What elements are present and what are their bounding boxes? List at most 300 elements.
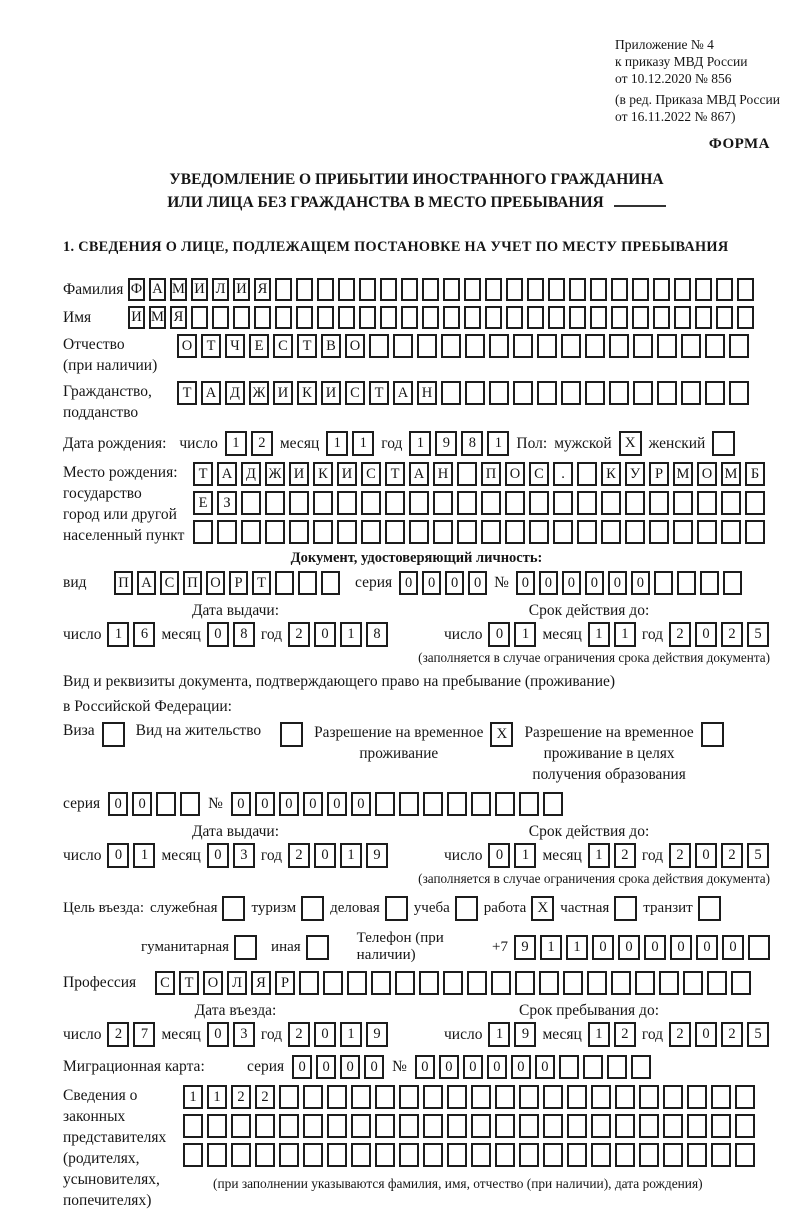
char-cell[interactable]: И bbox=[191, 278, 208, 301]
char-cell[interactable]: П bbox=[183, 571, 202, 595]
char-cell[interactable] bbox=[380, 278, 397, 301]
char-cell[interactable]: 1 bbox=[488, 1022, 510, 1047]
char-cell[interactable] bbox=[519, 792, 539, 816]
char-cell[interactable]: 0 bbox=[695, 843, 717, 868]
char-cell[interactable] bbox=[569, 278, 586, 301]
char-cell[interactable]: Т bbox=[297, 334, 317, 358]
char-cell[interactable]: А bbox=[393, 381, 413, 405]
char-cell[interactable]: И bbox=[321, 381, 341, 405]
char-cell[interactable]: А bbox=[217, 462, 237, 486]
char-cell[interactable]: 1 bbox=[540, 935, 562, 960]
char-cell[interactable]: 1 bbox=[340, 843, 362, 868]
char-cell[interactable] bbox=[299, 971, 319, 995]
char-cell[interactable] bbox=[401, 306, 418, 329]
char-cell[interactable] bbox=[609, 334, 629, 358]
char-cell[interactable] bbox=[433, 491, 453, 515]
char-cell[interactable] bbox=[296, 306, 313, 329]
char-cell[interactable] bbox=[729, 334, 749, 358]
char-cell[interactable]: 0 bbox=[108, 792, 128, 816]
purpose-official-checkbox[interactable] bbox=[222, 896, 245, 921]
char-cell[interactable] bbox=[495, 792, 515, 816]
char-cell[interactable] bbox=[419, 971, 439, 995]
char-cell[interactable]: С bbox=[160, 571, 179, 595]
char-cell[interactable]: 1 bbox=[588, 843, 610, 868]
char-cell[interactable] bbox=[721, 491, 741, 515]
char-cell[interactable]: Я bbox=[170, 306, 187, 329]
char-cell[interactable] bbox=[631, 1055, 651, 1079]
char-cell[interactable]: Н bbox=[433, 462, 453, 486]
char-cell[interactable] bbox=[657, 381, 677, 405]
char-cell[interactable]: Б bbox=[745, 462, 765, 486]
char-cell[interactable]: 2 bbox=[255, 1085, 275, 1109]
char-cell[interactable] bbox=[548, 278, 565, 301]
char-cell[interactable] bbox=[633, 334, 653, 358]
char-cell[interactable]: 2 bbox=[288, 622, 310, 647]
char-cell[interactable] bbox=[495, 1085, 515, 1109]
char-cell[interactable]: 0 bbox=[132, 792, 152, 816]
char-cell[interactable] bbox=[471, 792, 491, 816]
char-cell[interactable]: К bbox=[297, 381, 317, 405]
char-cell[interactable] bbox=[375, 792, 395, 816]
char-cell[interactable] bbox=[471, 1085, 491, 1109]
char-cell[interactable] bbox=[611, 971, 631, 995]
char-cell[interactable]: 2 bbox=[669, 843, 691, 868]
char-cell[interactable]: 2 bbox=[614, 843, 636, 868]
char-cell[interactable] bbox=[351, 1085, 371, 1109]
char-cell[interactable] bbox=[423, 792, 443, 816]
sex-male-checkbox[interactable]: X bbox=[619, 431, 642, 456]
char-cell[interactable] bbox=[735, 1085, 755, 1109]
char-cell[interactable]: З bbox=[217, 491, 237, 515]
char-cell[interactable] bbox=[729, 381, 749, 405]
char-cell[interactable]: 0 bbox=[592, 935, 614, 960]
char-cell[interactable] bbox=[447, 1114, 467, 1138]
char-cell[interactable]: П bbox=[114, 571, 133, 595]
char-cell[interactable]: 0 bbox=[487, 1055, 507, 1079]
char-cell[interactable]: 0 bbox=[422, 571, 441, 595]
char-cell[interactable] bbox=[513, 334, 533, 358]
char-cell[interactable] bbox=[481, 520, 501, 544]
char-cell[interactable] bbox=[375, 1085, 395, 1109]
char-cell[interactable]: Н bbox=[417, 381, 437, 405]
char-cell[interactable]: 0 bbox=[314, 1022, 336, 1047]
char-cell[interactable] bbox=[577, 491, 597, 515]
char-cell[interactable] bbox=[707, 971, 727, 995]
char-cell[interactable] bbox=[543, 1143, 563, 1167]
char-cell[interactable] bbox=[265, 520, 285, 544]
char-cell[interactable] bbox=[700, 571, 719, 595]
char-cell[interactable] bbox=[590, 306, 607, 329]
purpose-other-checkbox[interactable] bbox=[306, 935, 329, 960]
char-cell[interactable]: А bbox=[201, 381, 221, 405]
char-cell[interactable]: И bbox=[128, 306, 145, 329]
char-cell[interactable] bbox=[519, 1143, 539, 1167]
char-cell[interactable] bbox=[231, 1114, 251, 1138]
char-cell[interactable]: 0 bbox=[468, 571, 487, 595]
char-cell[interactable]: 0 bbox=[303, 792, 323, 816]
char-cell[interactable] bbox=[327, 1143, 347, 1167]
char-cell[interactable]: 1 bbox=[133, 843, 155, 868]
char-cell[interactable]: И bbox=[289, 462, 309, 486]
purpose-work-checkbox[interactable]: X bbox=[531, 896, 554, 921]
char-cell[interactable] bbox=[731, 971, 751, 995]
char-cell[interactable] bbox=[505, 491, 525, 515]
char-cell[interactable] bbox=[441, 381, 461, 405]
char-cell[interactable] bbox=[663, 1085, 683, 1109]
char-cell[interactable] bbox=[255, 1143, 275, 1167]
char-cell[interactable]: 0 bbox=[511, 1055, 531, 1079]
char-cell[interactable]: 0 bbox=[585, 571, 604, 595]
char-cell[interactable] bbox=[505, 520, 525, 544]
char-cell[interactable] bbox=[601, 520, 621, 544]
char-cell[interactable] bbox=[654, 571, 673, 595]
char-cell[interactable] bbox=[539, 971, 559, 995]
char-cell[interactable] bbox=[327, 1114, 347, 1138]
char-cell[interactable] bbox=[275, 571, 294, 595]
char-cell[interactable] bbox=[585, 381, 605, 405]
char-cell[interactable] bbox=[625, 520, 645, 544]
char-cell[interactable] bbox=[395, 971, 415, 995]
char-cell[interactable] bbox=[681, 334, 701, 358]
char-cell[interactable] bbox=[241, 491, 261, 515]
char-cell[interactable]: О bbox=[345, 334, 365, 358]
char-cell[interactable] bbox=[543, 1114, 563, 1138]
char-cell[interactable] bbox=[465, 381, 485, 405]
char-cell[interactable] bbox=[180, 792, 200, 816]
char-cell[interactable] bbox=[254, 306, 271, 329]
char-cell[interactable] bbox=[443, 971, 463, 995]
char-cell[interactable] bbox=[657, 334, 677, 358]
char-cell[interactable] bbox=[561, 334, 581, 358]
char-cell[interactable]: М bbox=[149, 306, 166, 329]
char-cell[interactable] bbox=[506, 306, 523, 329]
char-cell[interactable]: 0 bbox=[231, 792, 251, 816]
char-cell[interactable] bbox=[513, 381, 533, 405]
char-cell[interactable]: О bbox=[505, 462, 525, 486]
char-cell[interactable] bbox=[207, 1143, 227, 1167]
char-cell[interactable]: 0 bbox=[351, 792, 371, 816]
char-cell[interactable] bbox=[553, 520, 573, 544]
char-cell[interactable] bbox=[632, 278, 649, 301]
char-cell[interactable] bbox=[481, 491, 501, 515]
char-cell[interactable] bbox=[489, 381, 509, 405]
char-cell[interactable]: К bbox=[601, 462, 621, 486]
char-cell[interactable]: И bbox=[273, 381, 293, 405]
char-cell[interactable]: Е bbox=[249, 334, 269, 358]
char-cell[interactable]: Ж bbox=[265, 462, 285, 486]
char-cell[interactable] bbox=[495, 1143, 515, 1167]
char-cell[interactable] bbox=[485, 306, 502, 329]
char-cell[interactable] bbox=[563, 971, 583, 995]
char-cell[interactable] bbox=[745, 491, 765, 515]
char-cell[interactable] bbox=[399, 1114, 419, 1138]
char-cell[interactable] bbox=[681, 381, 701, 405]
char-cell[interactable] bbox=[399, 1143, 419, 1167]
sex-female-checkbox[interactable] bbox=[712, 431, 735, 456]
char-cell[interactable] bbox=[385, 491, 405, 515]
char-cell[interactable] bbox=[457, 462, 477, 486]
char-cell[interactable]: . bbox=[553, 462, 573, 486]
char-cell[interactable]: 0 bbox=[618, 935, 640, 960]
char-cell[interactable]: Р bbox=[275, 971, 295, 995]
char-cell[interactable] bbox=[465, 334, 485, 358]
char-cell[interactable]: 1 bbox=[409, 431, 431, 456]
char-cell[interactable]: 2 bbox=[669, 1022, 691, 1047]
option-residence-permit-checkbox[interactable] bbox=[280, 722, 303, 747]
char-cell[interactable] bbox=[745, 520, 765, 544]
char-cell[interactable] bbox=[361, 520, 381, 544]
char-cell[interactable] bbox=[241, 520, 261, 544]
char-cell[interactable]: 9 bbox=[366, 1022, 388, 1047]
char-cell[interactable]: 1 bbox=[107, 622, 129, 647]
char-cell[interactable] bbox=[447, 792, 467, 816]
char-cell[interactable] bbox=[633, 381, 653, 405]
char-cell[interactable]: Р bbox=[229, 571, 248, 595]
char-cell[interactable]: Т bbox=[369, 381, 389, 405]
char-cell[interactable] bbox=[615, 1085, 635, 1109]
char-cell[interactable] bbox=[697, 520, 717, 544]
char-cell[interactable] bbox=[653, 306, 670, 329]
char-cell[interactable] bbox=[529, 491, 549, 515]
char-cell[interactable] bbox=[577, 520, 597, 544]
char-cell[interactable]: 2 bbox=[721, 843, 743, 868]
char-cell[interactable] bbox=[601, 491, 621, 515]
char-cell[interactable]: 0 bbox=[695, 1022, 717, 1047]
char-cell[interactable] bbox=[577, 462, 597, 486]
char-cell[interactable] bbox=[337, 491, 357, 515]
char-cell[interactable] bbox=[615, 1114, 635, 1138]
char-cell[interactable] bbox=[561, 381, 581, 405]
char-cell[interactable]: 1 bbox=[183, 1085, 203, 1109]
char-cell[interactable]: В bbox=[321, 334, 341, 358]
char-cell[interactable]: 0 bbox=[608, 571, 627, 595]
char-cell[interactable] bbox=[635, 971, 655, 995]
char-cell[interactable]: 0 bbox=[314, 622, 336, 647]
char-cell[interactable]: Я bbox=[251, 971, 271, 995]
char-cell[interactable]: И bbox=[337, 462, 357, 486]
char-cell[interactable]: 0 bbox=[399, 571, 418, 595]
char-cell[interactable] bbox=[553, 491, 573, 515]
char-cell[interactable] bbox=[371, 971, 391, 995]
char-cell[interactable]: 0 bbox=[255, 792, 275, 816]
char-cell[interactable]: 2 bbox=[288, 1022, 310, 1047]
char-cell[interactable] bbox=[467, 971, 487, 995]
char-cell[interactable] bbox=[489, 334, 509, 358]
char-cell[interactable]: 0 bbox=[722, 935, 744, 960]
char-cell[interactable]: 2 bbox=[669, 622, 691, 647]
char-cell[interactable]: 0 bbox=[535, 1055, 555, 1079]
char-cell[interactable] bbox=[303, 1143, 323, 1167]
char-cell[interactable] bbox=[351, 1114, 371, 1138]
char-cell[interactable]: 1 bbox=[340, 622, 362, 647]
char-cell[interactable] bbox=[212, 306, 229, 329]
char-cell[interactable]: 0 bbox=[539, 571, 558, 595]
char-cell[interactable] bbox=[279, 1085, 299, 1109]
char-cell[interactable] bbox=[422, 278, 439, 301]
char-cell[interactable]: К bbox=[313, 462, 333, 486]
char-cell[interactable] bbox=[380, 306, 397, 329]
char-cell[interactable] bbox=[569, 306, 586, 329]
char-cell[interactable] bbox=[289, 520, 309, 544]
char-cell[interactable]: 1 bbox=[225, 431, 247, 456]
char-cell[interactable] bbox=[649, 491, 669, 515]
char-cell[interactable]: С bbox=[155, 971, 175, 995]
char-cell[interactable] bbox=[721, 520, 741, 544]
char-cell[interactable] bbox=[611, 278, 628, 301]
char-cell[interactable] bbox=[735, 1143, 755, 1167]
char-cell[interactable] bbox=[591, 1085, 611, 1109]
char-cell[interactable] bbox=[193, 520, 213, 544]
char-cell[interactable]: 6 bbox=[133, 622, 155, 647]
char-cell[interactable] bbox=[519, 1085, 539, 1109]
char-cell[interactable]: Т bbox=[177, 381, 197, 405]
purpose-tourism-checkbox[interactable] bbox=[301, 896, 324, 921]
char-cell[interactable] bbox=[351, 1143, 371, 1167]
char-cell[interactable]: Л bbox=[212, 278, 229, 301]
char-cell[interactable] bbox=[233, 306, 250, 329]
char-cell[interactable]: 1 bbox=[614, 622, 636, 647]
char-cell[interactable] bbox=[711, 1085, 731, 1109]
char-cell[interactable]: 0 bbox=[279, 792, 299, 816]
char-cell[interactable]: О bbox=[697, 462, 717, 486]
char-cell[interactable]: 0 bbox=[562, 571, 581, 595]
char-cell[interactable]: Ж bbox=[249, 381, 269, 405]
char-cell[interactable] bbox=[559, 1055, 579, 1079]
char-cell[interactable]: О bbox=[203, 971, 223, 995]
char-cell[interactable]: 0 bbox=[327, 792, 347, 816]
char-cell[interactable] bbox=[663, 1143, 683, 1167]
char-cell[interactable] bbox=[591, 1143, 611, 1167]
char-cell[interactable] bbox=[423, 1114, 443, 1138]
char-cell[interactable]: 0 bbox=[516, 571, 535, 595]
char-cell[interactable]: 8 bbox=[461, 431, 483, 456]
char-cell[interactable]: Ч bbox=[225, 334, 245, 358]
char-cell[interactable] bbox=[156, 792, 176, 816]
char-cell[interactable]: 3 bbox=[233, 843, 255, 868]
char-cell[interactable] bbox=[548, 306, 565, 329]
char-cell[interactable] bbox=[443, 306, 460, 329]
char-cell[interactable]: 0 bbox=[644, 935, 666, 960]
char-cell[interactable]: 0 bbox=[488, 843, 510, 868]
char-cell[interactable] bbox=[705, 334, 725, 358]
char-cell[interactable] bbox=[716, 278, 733, 301]
char-cell[interactable]: С bbox=[529, 462, 549, 486]
char-cell[interactable]: Т bbox=[179, 971, 199, 995]
char-cell[interactable] bbox=[323, 971, 343, 995]
char-cell[interactable] bbox=[447, 1085, 467, 1109]
char-cell[interactable] bbox=[567, 1114, 587, 1138]
char-cell[interactable] bbox=[711, 1143, 731, 1167]
char-cell[interactable]: С bbox=[361, 462, 381, 486]
char-cell[interactable] bbox=[231, 1143, 251, 1167]
char-cell[interactable]: 9 bbox=[366, 843, 388, 868]
char-cell[interactable] bbox=[515, 971, 535, 995]
char-cell[interactable] bbox=[447, 1143, 467, 1167]
char-cell[interactable] bbox=[585, 334, 605, 358]
char-cell[interactable] bbox=[639, 1085, 659, 1109]
char-cell[interactable] bbox=[207, 1114, 227, 1138]
char-cell[interactable]: Е bbox=[193, 491, 213, 515]
char-cell[interactable] bbox=[567, 1143, 587, 1167]
char-cell[interactable]: И bbox=[233, 278, 250, 301]
char-cell[interactable] bbox=[695, 306, 712, 329]
char-cell[interactable]: 8 bbox=[233, 622, 255, 647]
char-cell[interactable]: А bbox=[137, 571, 156, 595]
char-cell[interactable] bbox=[705, 381, 725, 405]
char-cell[interactable] bbox=[433, 520, 453, 544]
char-cell[interactable] bbox=[275, 278, 292, 301]
char-cell[interactable] bbox=[737, 306, 754, 329]
char-cell[interactable] bbox=[632, 306, 649, 329]
char-cell[interactable] bbox=[369, 334, 389, 358]
char-cell[interactable]: С bbox=[345, 381, 365, 405]
char-cell[interactable] bbox=[279, 1143, 299, 1167]
char-cell[interactable]: О bbox=[177, 334, 197, 358]
char-cell[interactable] bbox=[183, 1114, 203, 1138]
char-cell[interactable] bbox=[317, 306, 334, 329]
char-cell[interactable] bbox=[338, 306, 355, 329]
char-cell[interactable] bbox=[296, 278, 313, 301]
option-temp-residence-checkbox[interactable]: X bbox=[490, 722, 513, 747]
char-cell[interactable]: 8 bbox=[366, 622, 388, 647]
char-cell[interactable]: А bbox=[409, 462, 429, 486]
char-cell[interactable] bbox=[393, 334, 413, 358]
char-cell[interactable]: 1 bbox=[588, 1022, 610, 1047]
char-cell[interactable]: 5 bbox=[747, 1022, 769, 1047]
char-cell[interactable]: 0 bbox=[314, 843, 336, 868]
char-cell[interactable]: 0 bbox=[415, 1055, 435, 1079]
char-cell[interactable]: П bbox=[481, 462, 501, 486]
purpose-humanitarian-checkbox[interactable] bbox=[234, 935, 257, 960]
char-cell[interactable]: 1 bbox=[487, 431, 509, 456]
char-cell[interactable]: 1 bbox=[352, 431, 374, 456]
char-cell[interactable]: 0 bbox=[107, 843, 129, 868]
char-cell[interactable] bbox=[537, 381, 557, 405]
char-cell[interactable]: 2 bbox=[614, 1022, 636, 1047]
char-cell[interactable] bbox=[673, 520, 693, 544]
char-cell[interactable]: 0 bbox=[463, 1055, 483, 1079]
char-cell[interactable]: 2 bbox=[231, 1085, 251, 1109]
char-cell[interactable]: Т bbox=[193, 462, 213, 486]
char-cell[interactable] bbox=[327, 1085, 347, 1109]
purpose-business-checkbox[interactable] bbox=[385, 896, 408, 921]
char-cell[interactable]: Т bbox=[385, 462, 405, 486]
char-cell[interactable]: Я bbox=[254, 278, 271, 301]
char-cell[interactable] bbox=[735, 1114, 755, 1138]
purpose-private-checkbox[interactable] bbox=[614, 896, 637, 921]
char-cell[interactable] bbox=[527, 306, 544, 329]
char-cell[interactable]: 0 bbox=[696, 935, 718, 960]
char-cell[interactable]: 2 bbox=[251, 431, 273, 456]
char-cell[interactable] bbox=[653, 278, 670, 301]
char-cell[interactable] bbox=[303, 1085, 323, 1109]
char-cell[interactable] bbox=[298, 571, 317, 595]
char-cell[interactable] bbox=[663, 1114, 683, 1138]
char-cell[interactable] bbox=[639, 1143, 659, 1167]
char-cell[interactable] bbox=[607, 1055, 627, 1079]
char-cell[interactable] bbox=[423, 1085, 443, 1109]
char-cell[interactable]: Т bbox=[201, 334, 221, 358]
char-cell[interactable]: 1 bbox=[566, 935, 588, 960]
char-cell[interactable] bbox=[361, 491, 381, 515]
char-cell[interactable]: 1 bbox=[514, 843, 536, 868]
char-cell[interactable]: 7 bbox=[133, 1022, 155, 1047]
char-cell[interactable]: Ф bbox=[128, 278, 145, 301]
option-visa-checkbox[interactable] bbox=[102, 722, 125, 747]
char-cell[interactable] bbox=[359, 306, 376, 329]
char-cell[interactable]: 0 bbox=[207, 843, 229, 868]
char-cell[interactable]: 0 bbox=[316, 1055, 336, 1079]
